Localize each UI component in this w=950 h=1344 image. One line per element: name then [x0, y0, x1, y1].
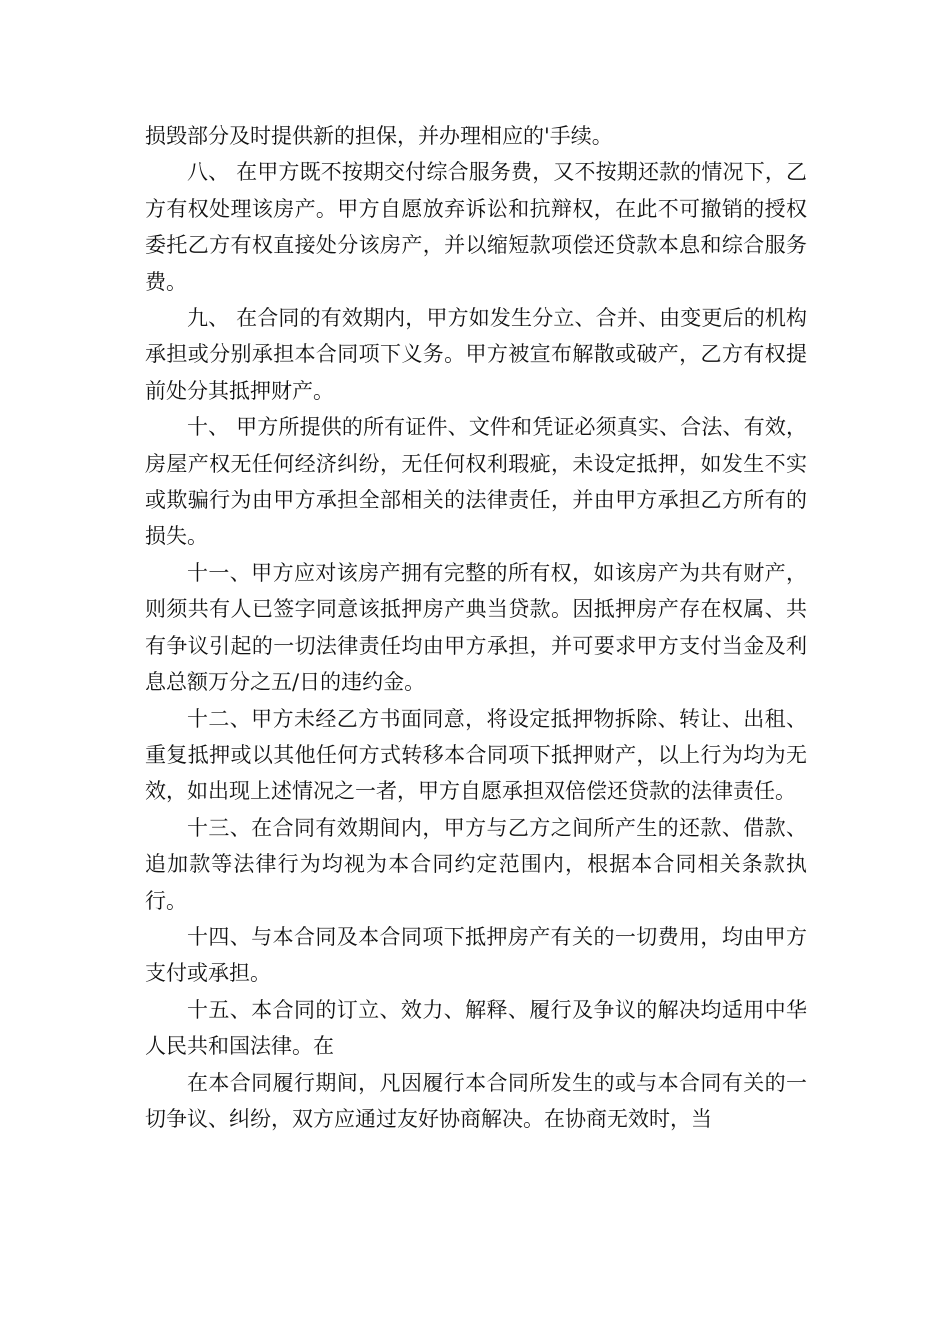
- clause-13: 十三、在合同有效期间内，甲方与乙方之间所产生的还款、借款、追加款等法律行为均视为本合同约定范围内，根据本合同相关条款执行。: [145, 815, 807, 913]
- clause-14: 十四、与本合同及本合同项下抵押房产有关的一切费用，均由甲方支付或承担。: [145, 924, 807, 986]
- clause-9: 九、 在合同的有效期内，甲方如发生分立、合并、由变更后的机构承担或分别承担本合同项下义务。甲方被宣布解散或破产，乙方有权提前处分其抵押财产。: [145, 306, 807, 403]
- clause-11: 十一、甲方应对该房产拥有完整的所有权，如该房产为共有财产，则须共有人已签字同意该抵押房产典当贷款。因抵押房产存在权属、共有争议引起的一切法律责任均由甲方承担，并可要求甲方支付当金及利息总额万分之五/日的违约金。: [145, 560, 807, 695]
- clause-12: 十二、甲方未经乙方书面同意，将设定抵押物拆除、转让、出租、重复抵押或以其他任何方式转移本合同项下抵押财产，以上行为均为无效，如出现上述情况之一者，甲方自愿承担双倍偿还贷款的法律责任。: [145, 706, 807, 804]
- clause-15: 十五、本合同的订立、效力、解释、履行及争议的解决均适用中华人民共和国法律。在: [145, 997, 807, 1059]
- clause-8: 八、 在甲方既不按期交付综合服务费，又不按期还款的情况下，乙方有权处理该房产。甲方自愿放弃诉讼和抗辩权，在此不可撤销的授权委托乙方有权直接处分该房产，并以缩短款项偿还贷款本息和综合服务费。: [145, 160, 807, 294]
- paragraph-continuation: 损毁部分及时提供新的担保，并办理相应的'手续。: [145, 124, 613, 148]
- clause-10: 十、 甲方所提供的所有证件、文件和凭证必须真实、合法、有效，房屋产权无任何经济纠纷，无任何权利瑕疵，未设定抵押，如发生不实或欺骗行为由甲方承担全部相关的法律责任，并由甲方承担乙方所有的损失。: [145, 415, 807, 549]
- dispute-resolution-paragraph: 在本合同履行期间，凡因履行本合同所发生的或与本合同有关的一切争议、纠纷，双方应通过友好协商解决。在协商无效时，当: [145, 1070, 807, 1131]
- contract-body: [145, 118, 807, 1137]
